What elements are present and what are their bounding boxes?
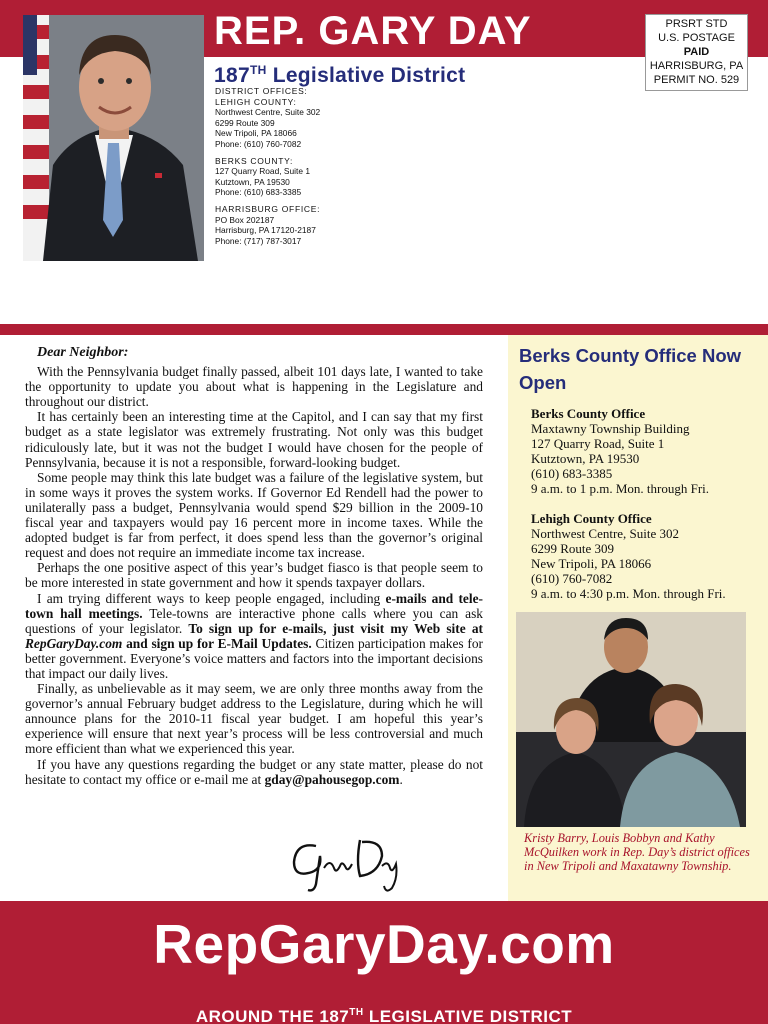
office-phone: (610) 683-3385 [531, 466, 613, 481]
office-address-line: Harrisburg, PA 17120-2187 [215, 225, 316, 236]
office-address-line: New Tripoli, PA 18066 [215, 128, 297, 139]
email-link[interactable]: gday@pahousegop.com [264, 771, 400, 787]
office-address-line: 127 Quarry Road, Suite 1 [531, 436, 665, 451]
letter-greeting: Dear Neighbor: [37, 345, 129, 360]
postage-line: PERMIT NO. 529 [653, 74, 740, 86]
postage-line: HARRISBURG, PA [649, 60, 744, 72]
photo-caption: Kristy Barry, Louis Bobbyn and Kathy McQuilken work in Rep. Day’s district offices in New Tripoli and Maxatawny Township. [524, 831, 750, 874]
office-phone: Phone: (717) 787-3017 [215, 235, 302, 246]
office-phone: (610) 760-7082 [531, 571, 613, 586]
letter-paragraph: With the Pennsylvania budget finally passed, albeit 101 days late, I wanted to take the opportunity to update you about what is happening in the Legislature and throughout our district. [25, 364, 483, 410]
office-address-line: 6299 Route 309 [215, 117, 275, 128]
divider-band [0, 324, 768, 335]
letter-paragraph [25, 757, 483, 787]
postage-line: U.S. POSTAGE [658, 32, 735, 44]
text-run: . [399, 771, 403, 787]
letter-paragraph: Perhaps the one positive aspect of this year’s budget fiasco is that people seem to be more interested in state government and how it spends taxpayer dollars. [25, 560, 483, 591]
office-phone: Phone: (610) 683-3385 [215, 187, 302, 198]
footer-tagline [0, 1002, 768, 1024]
office-hours: 9 a.m. to 4:30 p.m. Mon. through Fri. [531, 586, 726, 601]
footer-text: LEGISLATIVE DISTRICT [363, 1007, 573, 1024]
district-offices [215, 86, 335, 246]
website-link[interactable]: RepGaryDay.com [25, 635, 123, 651]
signature [286, 832, 404, 894]
office-name: Lehigh County Office [531, 511, 652, 526]
letter-paragraph: It has certainly been an interesting time at the Capitol, and I can say that my first budget as a state legislator was extremely frustrating. Not only was this budget ridiculously late, but it was not the budget I would have chosen for the people of Pennsylvania, because it is not a responsible, forward-looking budget. [25, 409, 483, 470]
district-suffix: TH [249, 63, 267, 77]
letter-paragraph: Finally, as unbelievable as it may seem, we are only three months away from the governor’s annual February budget address to the Legislature, during which he will announce plans for the 2010-11 fiscal year budget. I am hopeful this year’s experience will ensure that next year’s process will be less controversial and much more efficient than what we experienced this year. [25, 681, 483, 757]
office-address-line: Kutztown, PA 19530 [215, 176, 290, 187]
text-run: I am trying different ways to keep people engaged, including [37, 590, 386, 606]
office-address-line: 127 Quarry Road, Suite 1 [215, 166, 310, 177]
sidebar-headline: Berks County Office Now Open [519, 345, 742, 393]
footer-suffix: TH [349, 1007, 364, 1018]
district-text: Legislative District [266, 64, 466, 87]
office-hours: 9 a.m. to 1 p.m. Mon. through Fri. [531, 481, 710, 496]
office-address-line: Northwest Centre, Suite 302 [531, 526, 680, 541]
berks-label: BERKS COUNTY: [215, 155, 294, 166]
office-address-line: 6299 Route 309 [531, 541, 615, 556]
text-run-bold: e-mails and tele-town hall meetings. [25, 590, 483, 621]
postage-paid: PAID [683, 46, 710, 58]
berks-office-block [531, 406, 761, 496]
office-name: Berks County Office [531, 406, 646, 421]
harrisburg-label: HARRISBURG OFFICE: [215, 203, 321, 214]
text-run: Tele-towns are interactive phone calls where you can ask questions of your legislator. [25, 605, 483, 636]
letter-paragraph: Some people may think this late budget was a failure of the legislative system, but in some ways it proves the system works. If Governor Ed Rendell had the power to unilaterally pass a budget, Pennsylvania would spend $29 billion in the 2009-10 fiscal year and taxpayers would pay 16 percent more in income taxes. While the adopted budget is far from perfect, it does spend less than the governor’s original request and does not require an immediate income tax increase. [25, 469, 483, 561]
district-number: 187 [214, 64, 250, 87]
letter-paragraph [25, 591, 483, 682]
office-address-line: Northwest Centre, Suite 302 [215, 107, 321, 118]
footer-text: AROUND THE 187 [195, 1007, 350, 1024]
text-run-bold: To sign up for e-mails, just visit my Web site at [188, 620, 483, 636]
lehigh-office-block [531, 511, 761, 601]
office-address-line: PO Box 202187 [215, 214, 275, 225]
website-banner[interactable]: RepGaryDay.com [153, 913, 615, 975]
text-run: If you have any questions regarding the budget or any state matter, please do not hesitate to contact my office or e-mail me at [25, 756, 483, 787]
offices-heading: DISTRICT OFFICES: [215, 86, 308, 96]
office-address-line: Kutztown, PA 19530 [531, 451, 640, 466]
office-address-line: New Tripoli, PA 18066 [531, 556, 652, 571]
district-title [214, 57, 465, 89]
office-address-line: Maxtawny Township Building [531, 421, 690, 436]
lehigh-label: LEHIGH COUNTY: [215, 96, 297, 107]
representative-name: REP. GARY DAY [214, 9, 532, 53]
letter-body [25, 345, 483, 787]
postage-permit-box [645, 14, 748, 91]
staff-photo [516, 612, 746, 827]
text-run: Citizen participation makes for better government. Everyone’s voice matters and factors into the important decisions that impact our daily lives. [25, 635, 484, 681]
postage-line: PRSRT STD [665, 18, 728, 30]
text-run-bold: and sign up for E-Mail Updates. [122, 635, 312, 651]
office-phone: Phone: (610) 760-7082 [215, 138, 302, 149]
representative-photo [23, 15, 204, 261]
